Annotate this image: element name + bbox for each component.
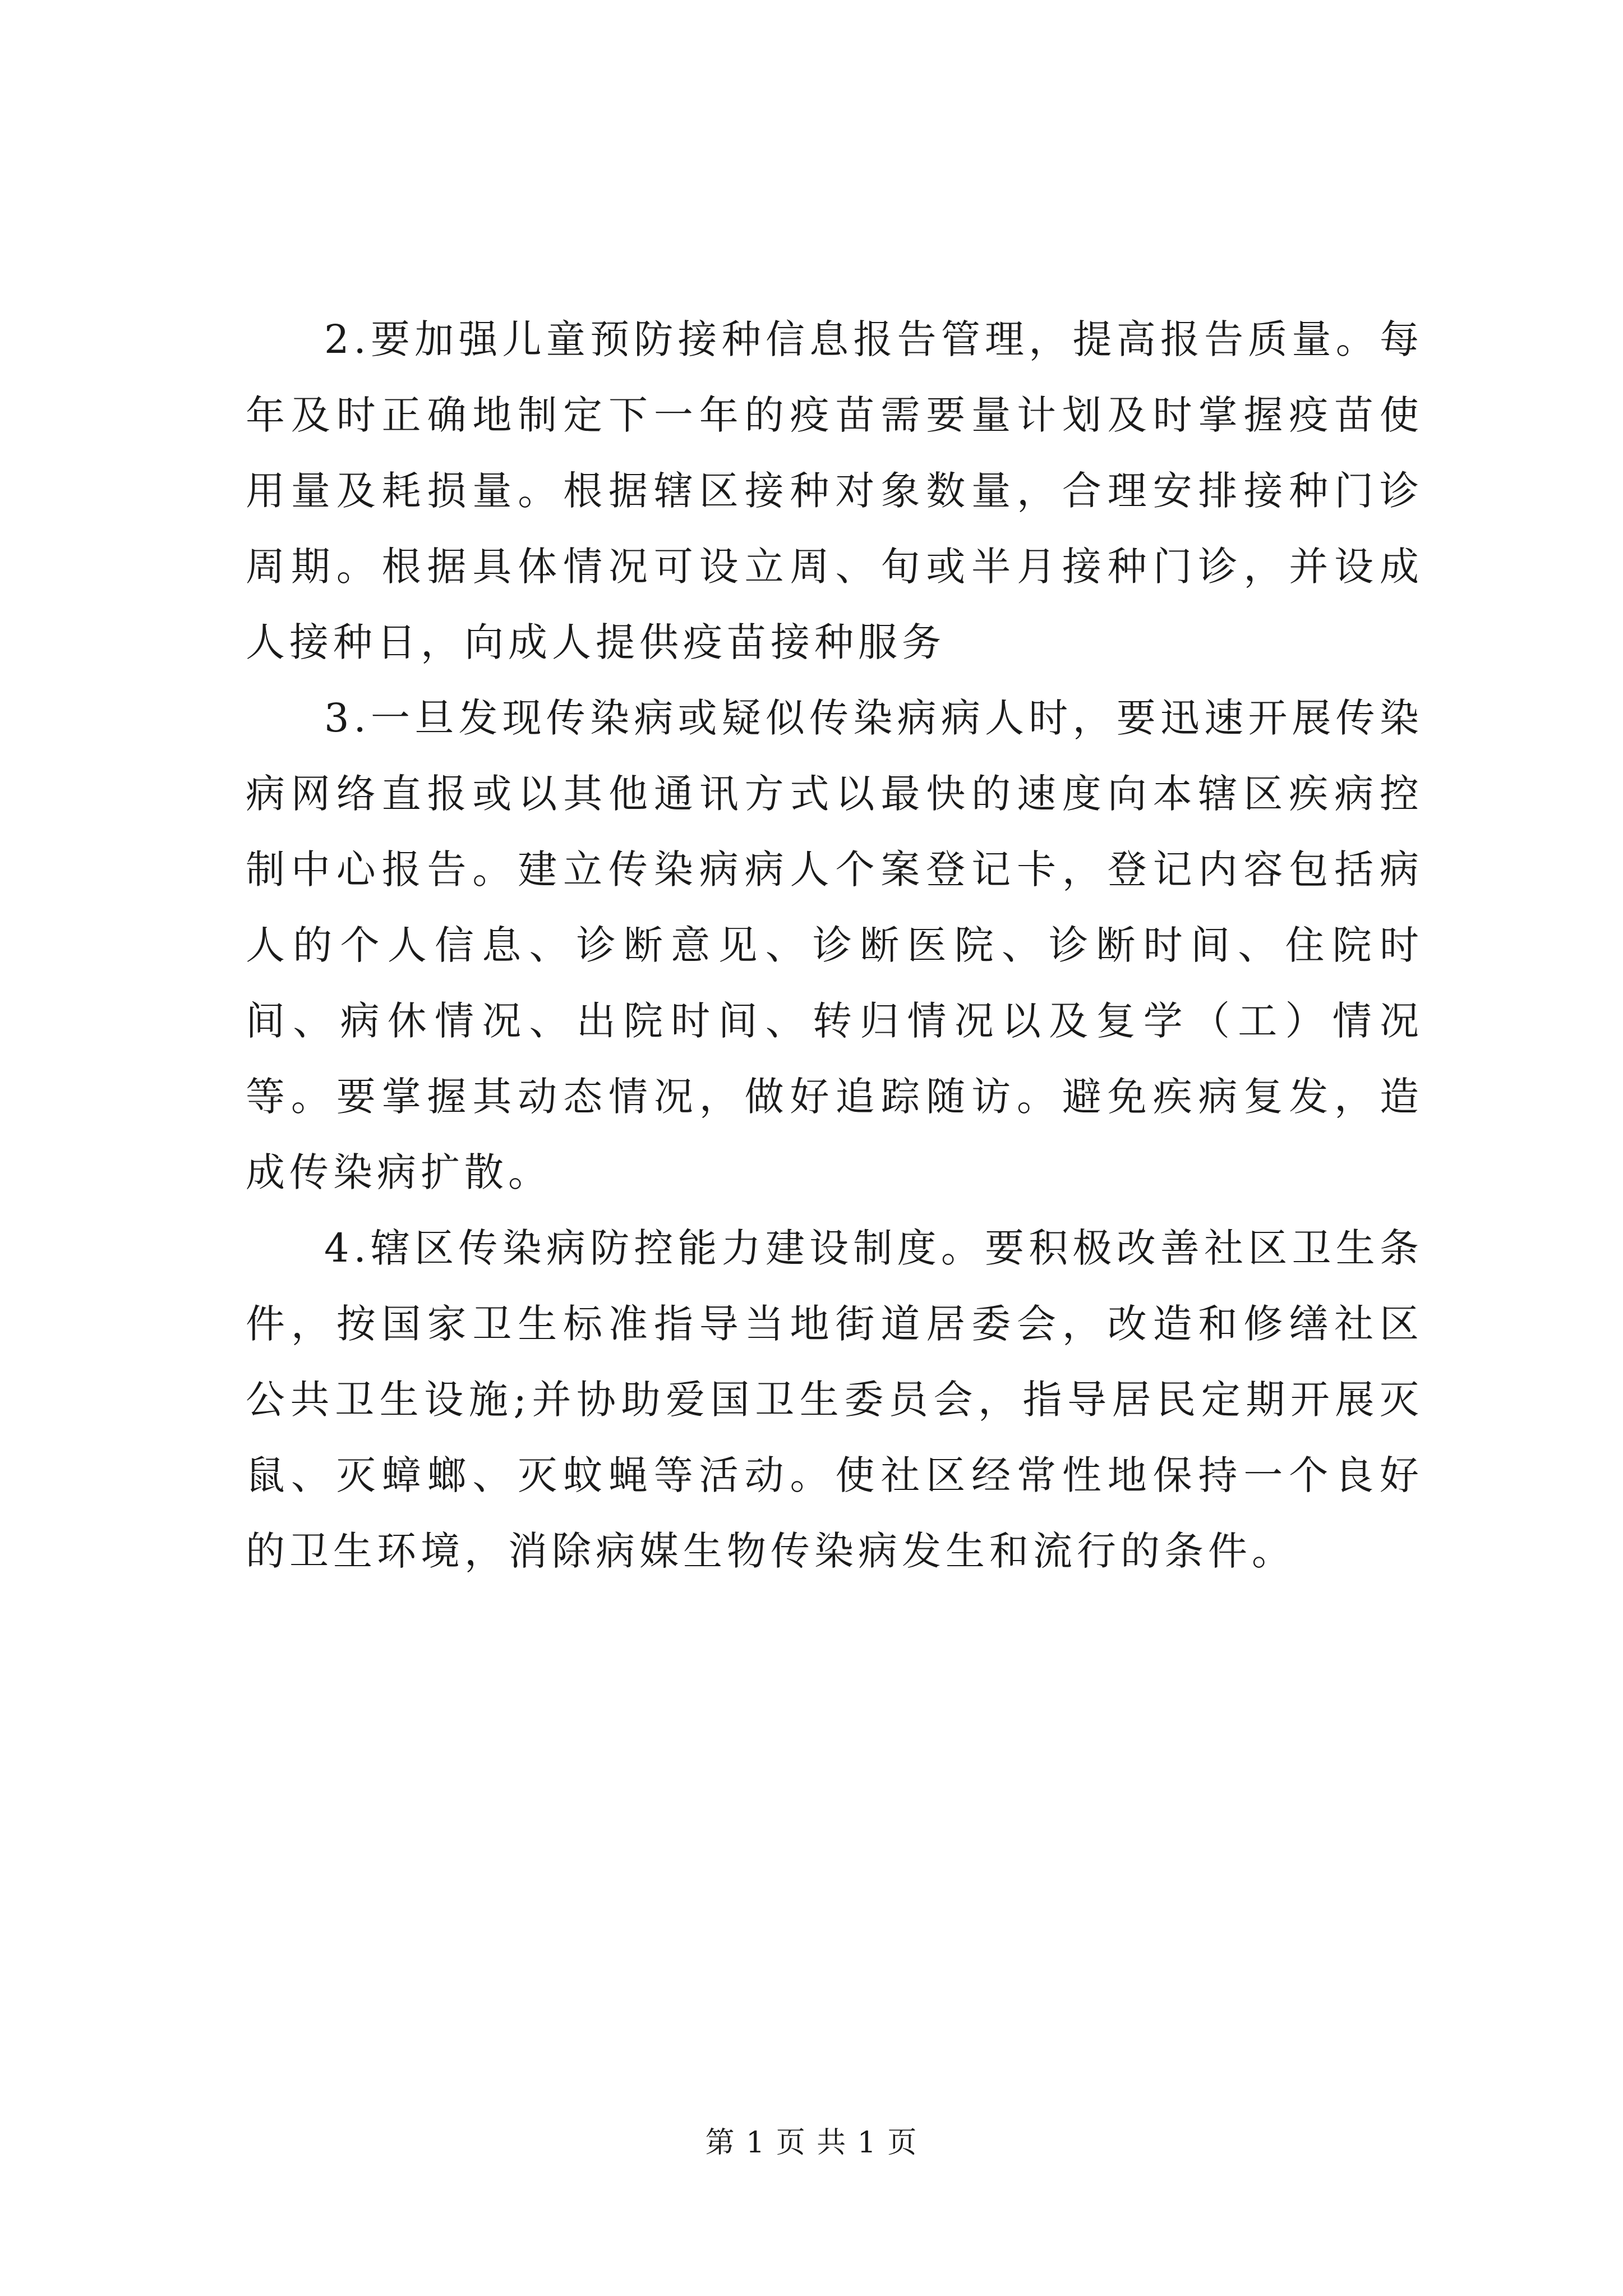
page-footer xyxy=(0,2123,1623,2162)
paragraph-item-3: 3.一旦发现传染病或疑似传染病病人时，要迅速开展传染病网络直报或以其他通讯方式以最快的速度向本辖区疾病控制中心报告。建立传染病病人个案登记卡，登记内容包括病人的个人信息、诊断意见、诊断医院、诊断时间、住院时间、病休情况、出院时间、转归情况以及复学（工）情况等。要掌握其动态情况，做好追踪随访。避免疾病复发，造成传染病扩散。 xyxy=(246,695,1423,1195)
paragraph-item-2: 2.要加强儿童预防接种信息报告管理，提高报告质量。每年及时正确地制定下一年的疫苗需要量计划及时掌握疫苗使用量及耗损量。根据辖区接种对象数量，合理安排接种门诊周期。根据具体情况可设立周、旬或半月接种门诊，并设成人接种日，向成人提供疫苗接种服务 xyxy=(246,316,1423,665)
page-number-label: 第 1 页 共 1 页 xyxy=(705,2126,918,2160)
document-body xyxy=(246,302,1423,1589)
paragraph-item-4: 4.辖区传染病防控能力建设制度。要积极改善社区卫生条件，按国家卫生标准指导当地街道居委会，改造和修缮社区公共卫生设施;并协助爱国卫生委员会，指导居民定期开展灭鼠、灭蟑螂、灭蚊蝇等活动。使社区经常性地保持一个良好的卫生环境，消除病媒生物传染病发生和流行的条件。 xyxy=(246,1225,1423,1574)
